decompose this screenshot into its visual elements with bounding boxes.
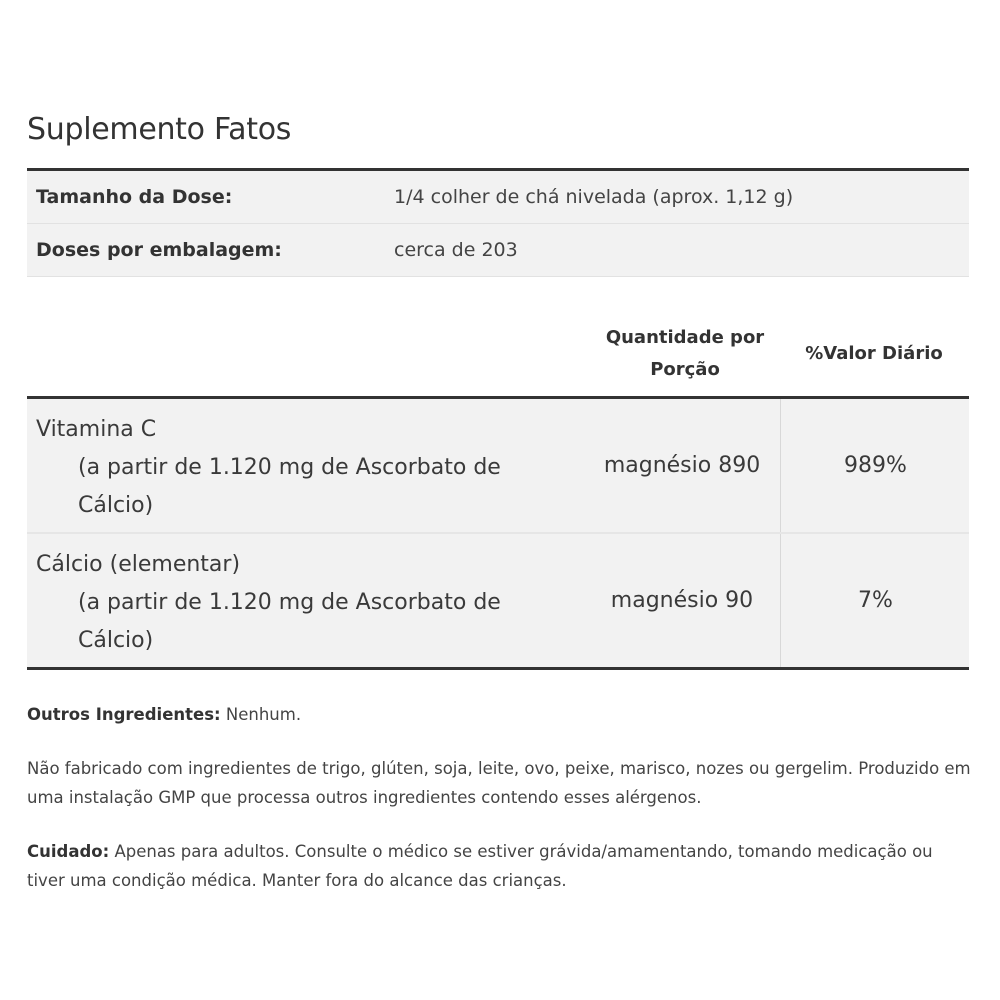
serving-size-row — [27, 171, 969, 224]
nutrient-daily-value: 7% — [780, 534, 970, 667]
serving-info-table — [27, 168, 969, 277]
servings-per-container-label: Doses por embalagem: — [36, 239, 282, 261]
nutrient-source: (a partir de 1.120 mg de Ascorbato de Cálcio) — [78, 455, 501, 518]
nutrient-daily-value: 989% — [780, 399, 970, 532]
nutrient-amount: magnésio 890 — [603, 453, 761, 478]
other-ingredients-text: Nenhum. — [220, 705, 302, 724]
servings-per-container-row — [27, 224, 969, 277]
product-notes — [27, 700, 972, 895]
nutrient-source: (a partir de 1.120 mg de Ascorbato de Cálcio) — [78, 590, 501, 653]
allergen-statement: Não fabricado com ingredientes de trigo, glúten, soja, leite, ovo, peixe, marisco, nozes ou gergelim. Produzido em uma instalação GMP que processa outros ingredientes contendo esses alérgenos. — [27, 759, 971, 807]
caution-statement — [27, 837, 972, 895]
amount-header-line1: Quantidade por — [605, 327, 765, 348]
serving-size-value: 1/4 colher de chá nivelada (aprox. 1,12 g) — [394, 186, 794, 208]
caution-label: Cuidado: — [27, 842, 110, 861]
nutrient-name: Cálcio (elementar) — [36, 552, 241, 577]
caution-text: Apenas para adultos. Consulte o médico se estiver grávida/amamentando, tomando medicação ou tiver uma condição médica. Manter fora do alcance das crianças. — [27, 842, 933, 890]
amount-per-serving-header — [595, 322, 775, 386]
nutrient-row-vitamin-c — [27, 399, 969, 532]
nutrient-amount: magnésio 90 — [610, 588, 754, 613]
other-ingredients — [27, 700, 972, 729]
nutrients-table-header — [27, 318, 969, 399]
other-ingredients-label: Outros Ingredientes: — [27, 705, 221, 724]
amount-header-line2: Porção — [650, 359, 720, 380]
nutrient-row-calcium — [27, 532, 969, 667]
nutrient-name: Vitamina C — [36, 417, 157, 442]
serving-size-label: Tamanho da Dose: — [36, 186, 233, 208]
servings-per-container-value: cerca de 203 — [394, 239, 518, 261]
page-title: Suplemento Fatos — [27, 112, 292, 147]
daily-value-header: %Valor Diário — [805, 343, 943, 364]
nutrients-table — [27, 399, 969, 670]
